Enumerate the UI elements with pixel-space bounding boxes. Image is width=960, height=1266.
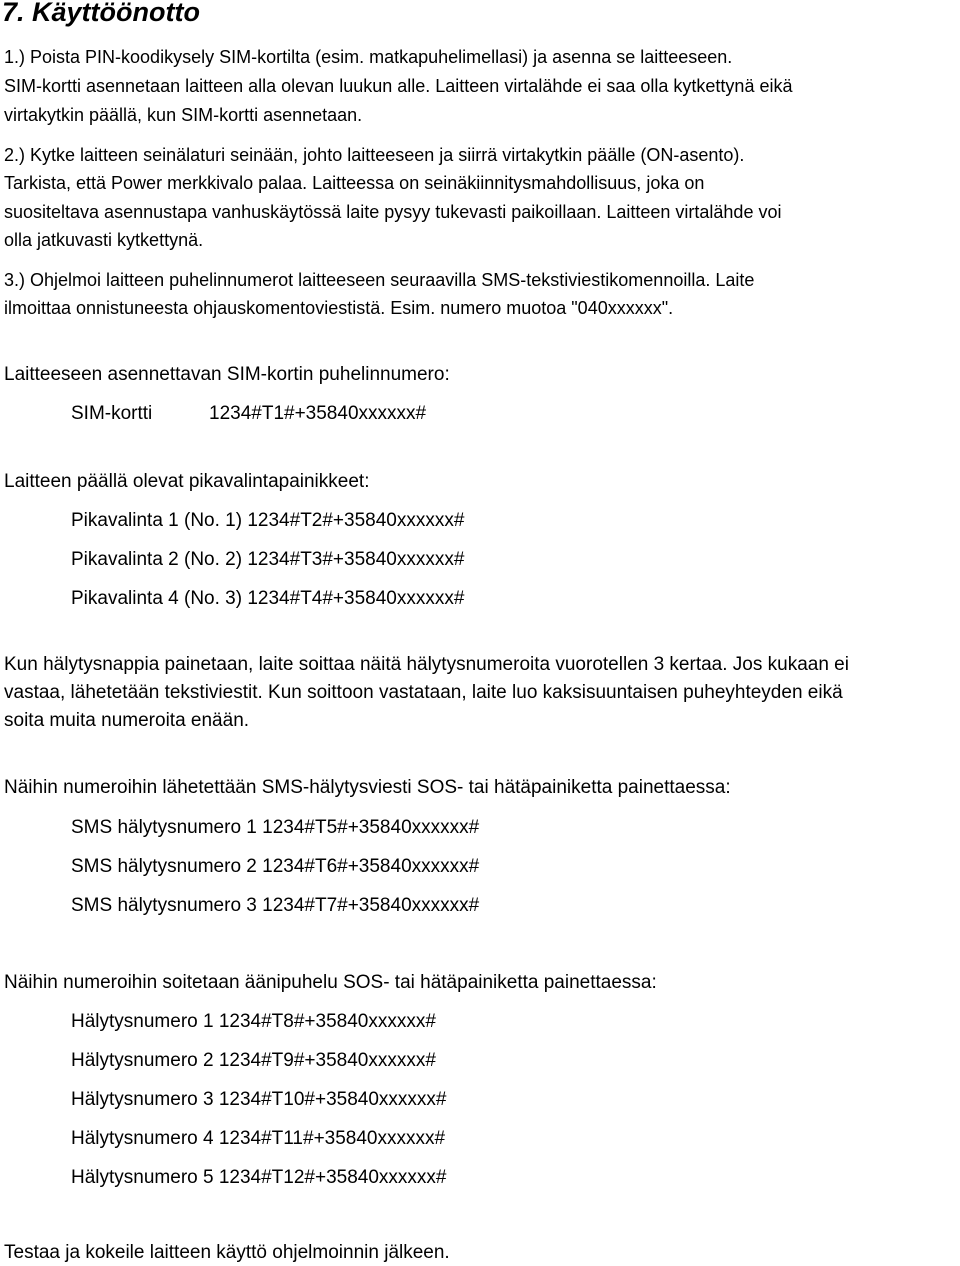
alarm-text-line-3: soita muita numeroita enään. bbox=[4, 710, 250, 731]
step1-line-1: 1.) Poista PIN-koodikysely SIM-kortilta (esim. matkapuhelimellasi) ja asenna se laitteeseen. bbox=[4, 47, 733, 67]
step2-line-2: Tarkista, että Power merkkivalo palaa. Laitteessa on seinäkiinnitysmahdollisuus, joka on bbox=[4, 173, 705, 193]
sms-number-2: SMS hälytysnumero 2 1234#T6#+35840xxxxxx# bbox=[71, 856, 480, 877]
sms-heading: Näihin numeroihin lähetettään SMS-hälytysviesti SOS- tai hätäpainiketta painettaessa: bbox=[4, 777, 731, 798]
step1-line-3: virtakytkin päällä, kun SIM-kortti asennetaan. bbox=[4, 105, 363, 125]
step3-line-2: ilmoittaa onnistuneesta ohjauskomentoviestistä. Esim. numero muotoa "040xxxxxx". bbox=[4, 298, 674, 318]
call-number-5: Hälytysnumero 5 1234#T12#+35840xxxxxx# bbox=[71, 1167, 447, 1188]
call-number-2: Hälytysnumero 2 1234#T9#+35840xxxxxx# bbox=[71, 1050, 436, 1071]
speed-dial-1: Pikavalinta 1 (No. 1) 1234#T2#+35840xxxxxx# bbox=[71, 510, 465, 531]
step2-line-4: olla jatkuvasti kytkettynä. bbox=[4, 230, 204, 250]
speed-dial-heading: Laitteen päällä olevat pikavalintapainikkeet: bbox=[4, 471, 370, 492]
sim-label: SIM-kortti bbox=[71, 403, 153, 424]
call-number-3: Hälytysnumero 3 1234#T10#+35840xxxxxx# bbox=[71, 1089, 447, 1110]
step3-line-1: 3.) Ohjelmoi laitteen puhelinnumerot laitteeseen seuraavilla SMS-tekstiviestikomennoilla. Laite bbox=[4, 270, 755, 290]
step2-line-1: 2.) Kytke laitteen seinälaturi seinään, johto laitteeseen ja siirrä virtakytkin päälle (ON-asento). bbox=[4, 145, 745, 165]
sim-heading: Laitteeseen asennettavan SIM-kortin puhelinnumero: bbox=[4, 364, 450, 385]
section-title: 7. Käyttöönotto bbox=[2, 0, 200, 27]
step1-line-2: SIM-kortti asennetaan laitteen alla olevan luukun alle. Laitteen virtalähde ei saa olla kytkettynä eikä bbox=[4, 76, 793, 96]
sms-number-1: SMS hälytysnumero 1 1234#T5#+35840xxxxxx# bbox=[71, 817, 480, 838]
sms-number-3: SMS hälytysnumero 3 1234#T7#+35840xxxxxx# bbox=[71, 895, 480, 916]
step2-line-3: suositeltava asennustapa vanhuskäytössä laite pysyy tukevasti paikoillaan. Laitteen virtalähde voi bbox=[4, 202, 782, 222]
speed-dial-3: Pikavalinta 4 (No. 3) 1234#T4#+35840xxxxxx# bbox=[71, 588, 465, 609]
alarm-text-line-1: Kun hälytysnappia painetaan, laite soittaa näitä hälytysnumeroita vuorotellen 3 kertaa. Jos kukaan ei bbox=[4, 654, 849, 675]
alarm-text-line-2: vastaa, lähetetään tekstiviestit. Kun soittoon vastataan, laite luo kaksisuuntaisen puheyhteyden eikä bbox=[4, 682, 843, 703]
call-heading: Näihin numeroihin soitetaan äänipuhelu SOS- tai hätäpainiketta painettaessa: bbox=[4, 972, 657, 993]
call-number-4: Hälytysnumero 4 1234#T11#+35840xxxxxx# bbox=[71, 1128, 446, 1149]
footer-note: Testaa ja kokeile laitteen käyttö ohjelmoinnin jälkeen. bbox=[4, 1242, 450, 1263]
call-number-1: Hälytysnumero 1 1234#T8#+35840xxxxxx# bbox=[71, 1011, 436, 1032]
sim-number: 1234#T1#+35840xxxxxx# bbox=[209, 403, 427, 424]
speed-dial-2: Pikavalinta 2 (No. 2) 1234#T3#+35840xxxxxx# bbox=[71, 549, 465, 570]
